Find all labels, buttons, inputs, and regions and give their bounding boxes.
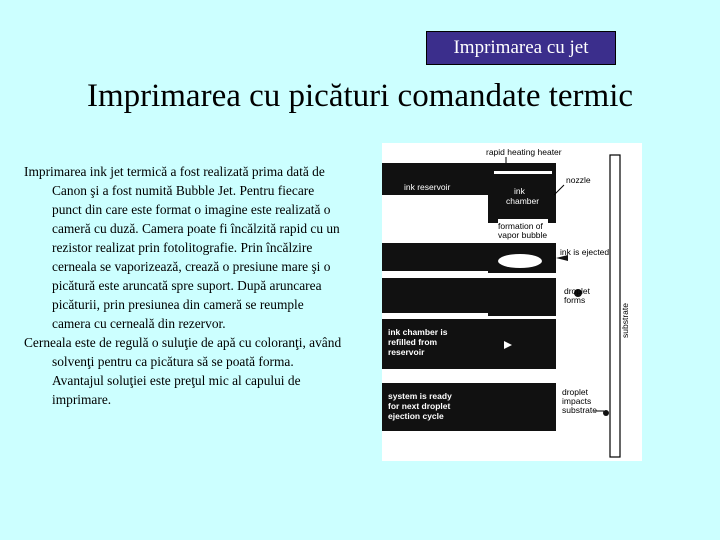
- label-formation-2: vapor bubble: [498, 230, 548, 240]
- label-formation-1: formation of: [498, 221, 543, 231]
- label-droplet-impacts-1: droplet: [562, 387, 588, 397]
- label-droplet-forms-2: forms: [564, 295, 586, 305]
- stage2-reservoir-block: [382, 243, 488, 271]
- bubble-jet-diagram-svg: [382, 143, 642, 461]
- label-ink-ejected: ink is ejected: [560, 247, 610, 257]
- stage2-wall-right: [548, 243, 556, 273]
- label-droplet-impacts-3: substrate: [562, 405, 597, 415]
- label-ink-chamber-2: chamber: [506, 196, 540, 206]
- label-substrate: substrate: [620, 303, 630, 338]
- stage3-reservoir-block: [382, 278, 488, 313]
- heater-element: [494, 171, 552, 174]
- label-refilled-2: refilled from: [388, 337, 438, 347]
- label-ready-1: system is ready: [388, 391, 452, 401]
- label-droplet-forms-1: droplet: [564, 286, 590, 296]
- stage3-chamber: [488, 278, 556, 316]
- slide-title: Imprimarea cu picături comandate termic: [86, 78, 634, 114]
- bubble-jet-diagram: [382, 143, 642, 461]
- paragraph-thermal-inkjet: Imprimarea ink jet termică a fost realizată prima dată de Canon şi a fost numită Bubble Jet. Pentru fiecare punct din care este format o imagine este realizată o cameră cu duză. Camera poate fi încălzită rapid cu un rezistor realizat prin fotolitografie. Prin încălzire cerneala se vaporizează, crează o presiune mare şi o picătură este aruncată spre suport. După aruncarea picăturii, prin presiunea din cameră se reumple camera cu cerneală din rezervor.: [24, 164, 340, 331]
- paragraph-ink-composition: Cerneala este de regulă o suluţie de apă cu coloranţi, având solvenţi pentru ca picătura să se poată forma. Avantajul soluţiei este preţul mic al capului de imprimare.: [24, 335, 342, 407]
- label-nozzle: nozzle: [566, 175, 591, 185]
- label-refilled-3: reservoir: [388, 347, 425, 357]
- label-droplet-impacts-2: impacts: [562, 396, 592, 406]
- section-badge-label: Imprimarea cu jet: [453, 37, 589, 58]
- label-ready-3: ejection cycle: [388, 411, 444, 421]
- stage4-chamber: [488, 319, 556, 369]
- label-ink-chamber-1: ink: [514, 186, 525, 196]
- section-badge: [426, 31, 616, 65]
- label-rapid-heating-heater: rapid heating heater: [486, 147, 562, 157]
- stage5-chamber: [488, 383, 556, 431]
- body-text: [24, 162, 344, 409]
- substrate-bar: [610, 155, 620, 457]
- vapor-bubble: [498, 254, 542, 268]
- label-ready-2: for next droplet: [388, 401, 451, 411]
- label-refilled-1: ink chamber is: [388, 327, 448, 337]
- label-ink-reservoir: ink reservoir: [404, 182, 451, 192]
